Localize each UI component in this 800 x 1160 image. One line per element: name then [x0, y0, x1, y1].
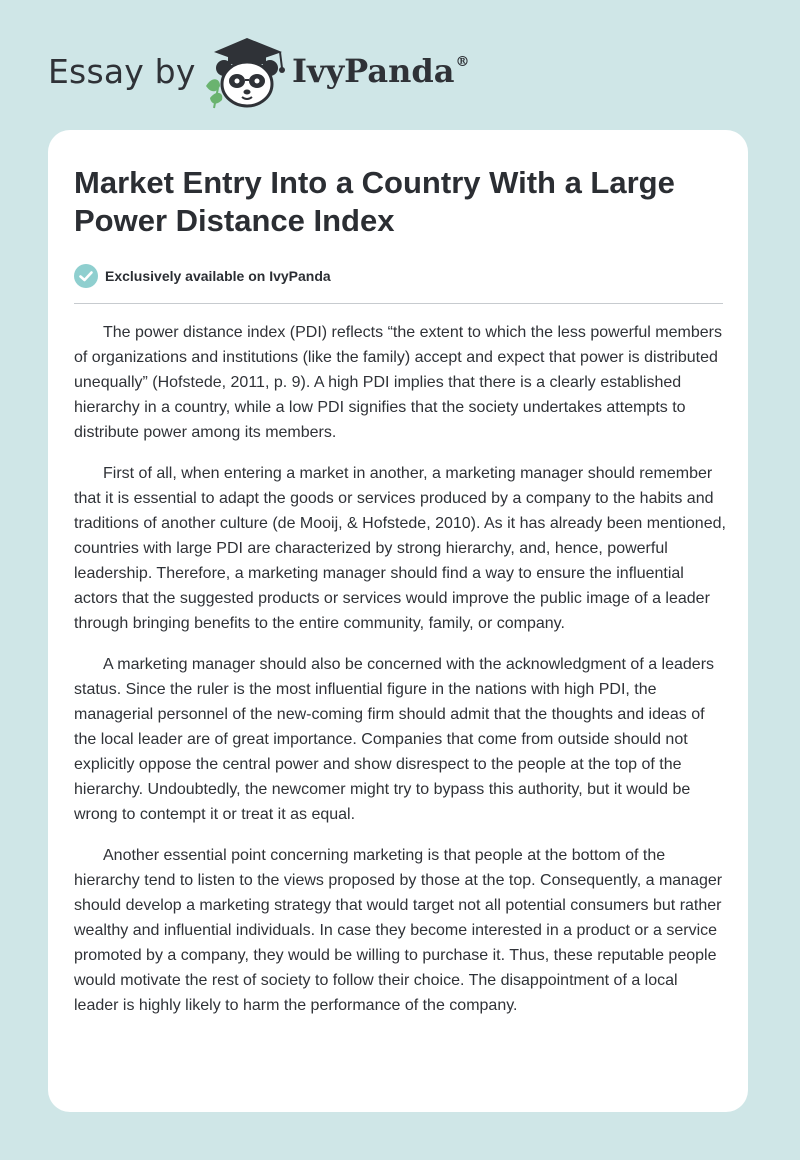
brand-header[interactable] — [48, 32, 488, 112]
essay-card — [48, 130, 748, 1112]
paragraph: Another essential point concerning marketing is that people at the bottom of the hierarchy tend to listen to the views proposed by those at the top. Consequently, a manager should develop a marketing strategy that would target not all potential consumers but rather wealthy and influential individuals. In case they become interested in a product or a service promoted by a company, they would be willing to purchase it. Thus, these reputable people would motivate the rest of society to follow their choice. The disappointment of a local leader is highly likely to harm the performance of the company. — [74, 847, 723, 1014]
brand-prefix: Essay by — [48, 52, 196, 91]
panda-logo-icon — [202, 34, 292, 110]
essay-body — [74, 320, 726, 1034]
check-circle-icon — [74, 264, 98, 288]
exclusive-label: Exclusively available on IvyPanda — [105, 268, 331, 284]
registered-mark: ® — [455, 54, 470, 70]
paragraph: A marketing manager should also be concerned with the acknowledgment of a leaders status. Since the ruler is the most influential figure in the nations with high PDI, the managerial personnel of the new-coming firm should admit that the thoughts and ideas of the local leader are of great importance. Companies that come from outside should not explicitly oppose the central power and show disrespect to the people at the top of the hierarchy. Undoubtedly, the newcomer might try to bypass this authority, but it would be wrong to contempt it or treat it as equal. — [74, 656, 715, 823]
exclusive-badge — [74, 263, 331, 289]
page-title: Market Entry Into a Country With a Large Power Distance Index — [74, 165, 675, 238]
brand-name: IvyPanda® — [292, 52, 470, 90]
paragraph: First of all, when entering a market in another, a marketing manager should remember that it is essential to adapt the goods or services produced by a company to the habits and traditions of another culture (de Mooij, & Hofstede, 2010). As it has already been mentioned, countries with large PDI are characterized by strong hierarchy, and, hence, powerful leadership. Therefore, a marketing manager should find a way to ensure the influential actors that the suggested products or services would improve the public image of a leader through bringing benefits to the entire community, family, or company. — [74, 465, 726, 632]
divider — [74, 303, 723, 304]
paragraph: The power distance index (PDI) reflects “the extent to which the less powerful members of organizations and institutions (like the family) accept and expect that power is distributed unequally” (Hofstede, 2011, p. 9). A high PDI implies that there is a clearly established hierarchy in a country, while a low PDI signifies that the society undertakes attempts to distribute power among its members. — [74, 324, 722, 441]
